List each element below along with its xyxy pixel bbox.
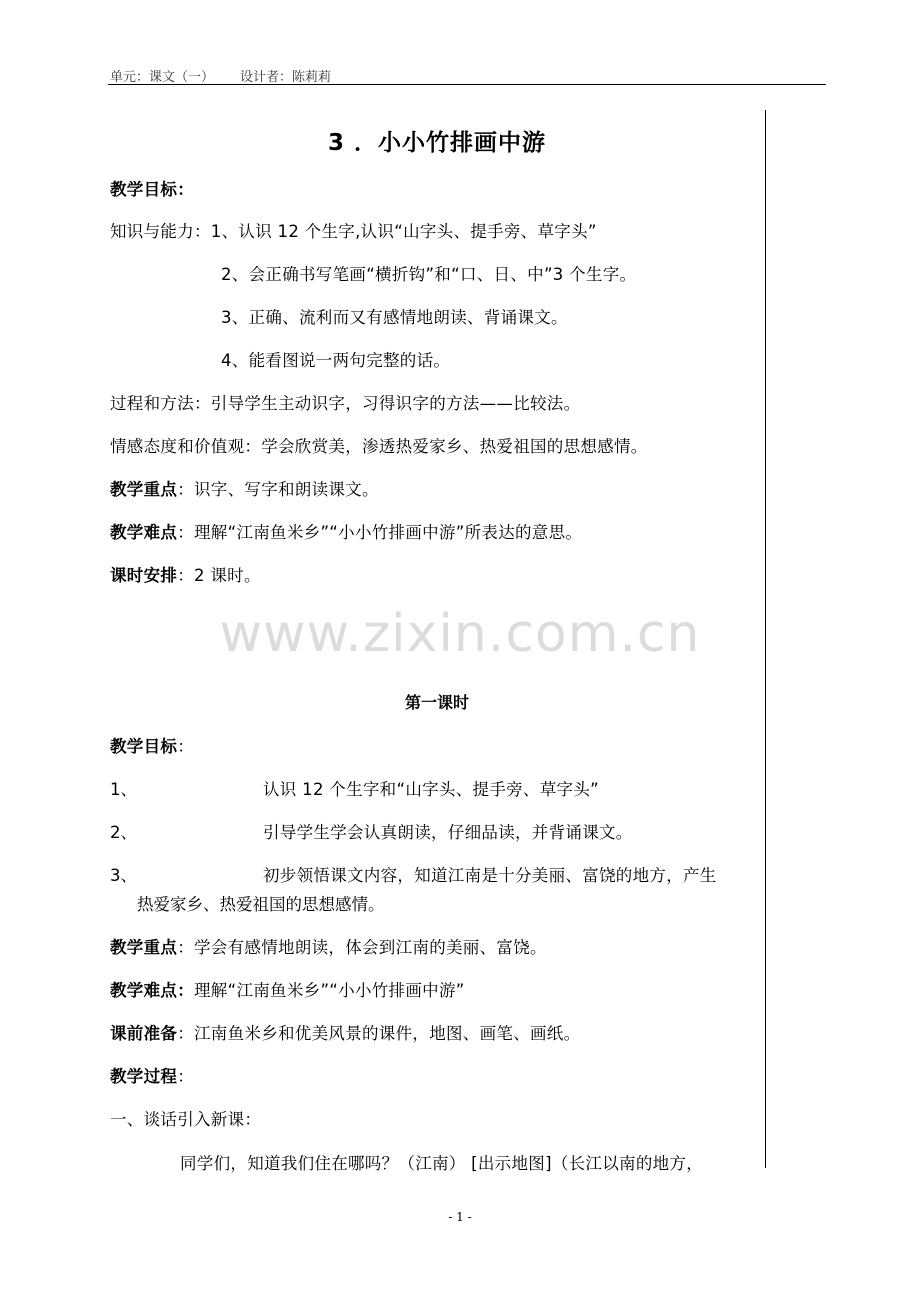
difficulty-text: ：理解“江南鱼米乡”“小小竹排画中游”所表达的意思。 <box>177 523 583 542</box>
knowledge-line-1 <box>110 218 597 242</box>
key-points-text: ：识字、写字和朗读课文。 <box>177 480 379 499</box>
header-rule <box>108 84 826 85</box>
section-1-paragraph: 同学们，知道我们住在哪吗？（江南） [出示地图]（长江以南的地方， <box>180 1154 704 1173</box>
knowledge-item-1: ：1、认识 12 个生字,认识“山字头、提手旁、草字头” <box>194 222 597 241</box>
lesson1-goals-heading <box>110 733 194 757</box>
difficulty-label: 教学难点 <box>110 523 178 542</box>
lesson1-preparation-label: 课前准备 <box>110 1024 178 1043</box>
lesson1-goal-1-text: 认识 12 个生字和“山字头、提手旁、草字头” <box>263 780 599 799</box>
lesson1-process-heading <box>110 1063 194 1087</box>
emotion-text: ：学会欣赏美，渗透热爱家乡、热爱祖国的思想感情。 <box>244 437 648 456</box>
page-number: - 1 - <box>448 1210 472 1224</box>
watermark: www.zixin.com.cn <box>219 604 701 664</box>
lesson1-goal-2-number: 2、 <box>110 823 137 842</box>
key-points-line <box>110 476 379 500</box>
process-method-line <box>110 390 580 414</box>
goals-heading: 教学目标： <box>110 180 194 199</box>
lesson1-difficulty-line <box>110 977 465 1001</box>
lesson1-preparation-line <box>110 1020 580 1044</box>
lesson1-goal-3-number: 3、 <box>110 866 137 885</box>
lesson1-heading: 第一课时 <box>404 693 469 712</box>
knowledge-item-3: 3、正确、流利而又有感情地朗读、背诵课文。 <box>221 308 568 327</box>
lesson1-goal-3-continuation: 热爱家乡、热爱祖国的思想感情。 <box>137 895 385 914</box>
lesson1-preparation-text: ：江南鱼米乡和优美风景的课件，地图、画笔、画纸。 <box>177 1024 581 1043</box>
schedule-text: ：2 课时。 <box>177 566 261 585</box>
lesson1-process-label: 教学过程 <box>110 1067 178 1086</box>
knowledge-item-4: 4、能看图说一两句完整的话。 <box>221 351 451 370</box>
lesson1-goals-colon: ： <box>177 737 195 756</box>
lesson1-goal-2-text: 引导学生学会认真朗读，仔细品读，并背诵课文。 <box>263 823 633 842</box>
lesson1-difficulty-text: 理解“江南鱼米乡”“小小竹排画中游” <box>194 981 465 1000</box>
emotion-label: 情感态度和价值观 <box>110 437 245 456</box>
lesson1-goal-3-text: 初步领悟课文内容，知道江南是十分美丽、富饶的地方，产生 <box>263 866 717 885</box>
lesson1-key-points-text: ：学会有感情地朗读，体会到江南的美丽、富饶。 <box>177 938 547 957</box>
lesson1-key-points-line <box>110 934 547 958</box>
schedule-label: 课时安排 <box>110 566 178 585</box>
header-designer: 设计者：陈莉莉 <box>240 70 332 85</box>
key-points-label: 教学重点 <box>110 480 178 499</box>
lesson1-goal-1-number: 1、 <box>110 780 137 799</box>
schedule-line <box>110 562 261 586</box>
page-title: 3 ．小小竹排画中游 <box>327 130 546 156</box>
section-1-heading: 一、谈话引入新课： <box>110 1110 262 1129</box>
emotion-line <box>110 433 648 457</box>
lesson1-key-points-label: 教学重点 <box>110 938 178 957</box>
knowledge-item-2: 2、会正确书写笔画“横折钩”和“口、日、中”3 个生字。 <box>221 265 637 284</box>
process-label: 过程和方法 <box>110 394 194 413</box>
process-text: ：引导学生主动识字，习得识字的方法——比较法。 <box>194 394 581 413</box>
knowledge-label: 知识与能力 <box>110 222 194 241</box>
header-unit: 单元：课文（一） <box>110 70 215 85</box>
page-header <box>110 66 331 85</box>
lesson1-difficulty-label: 教学难点： <box>110 981 194 1000</box>
lesson1-process-colon: ： <box>177 1067 195 1086</box>
lesson1-goals-label: 教学目标 <box>110 737 178 756</box>
difficulty-line <box>110 519 582 543</box>
